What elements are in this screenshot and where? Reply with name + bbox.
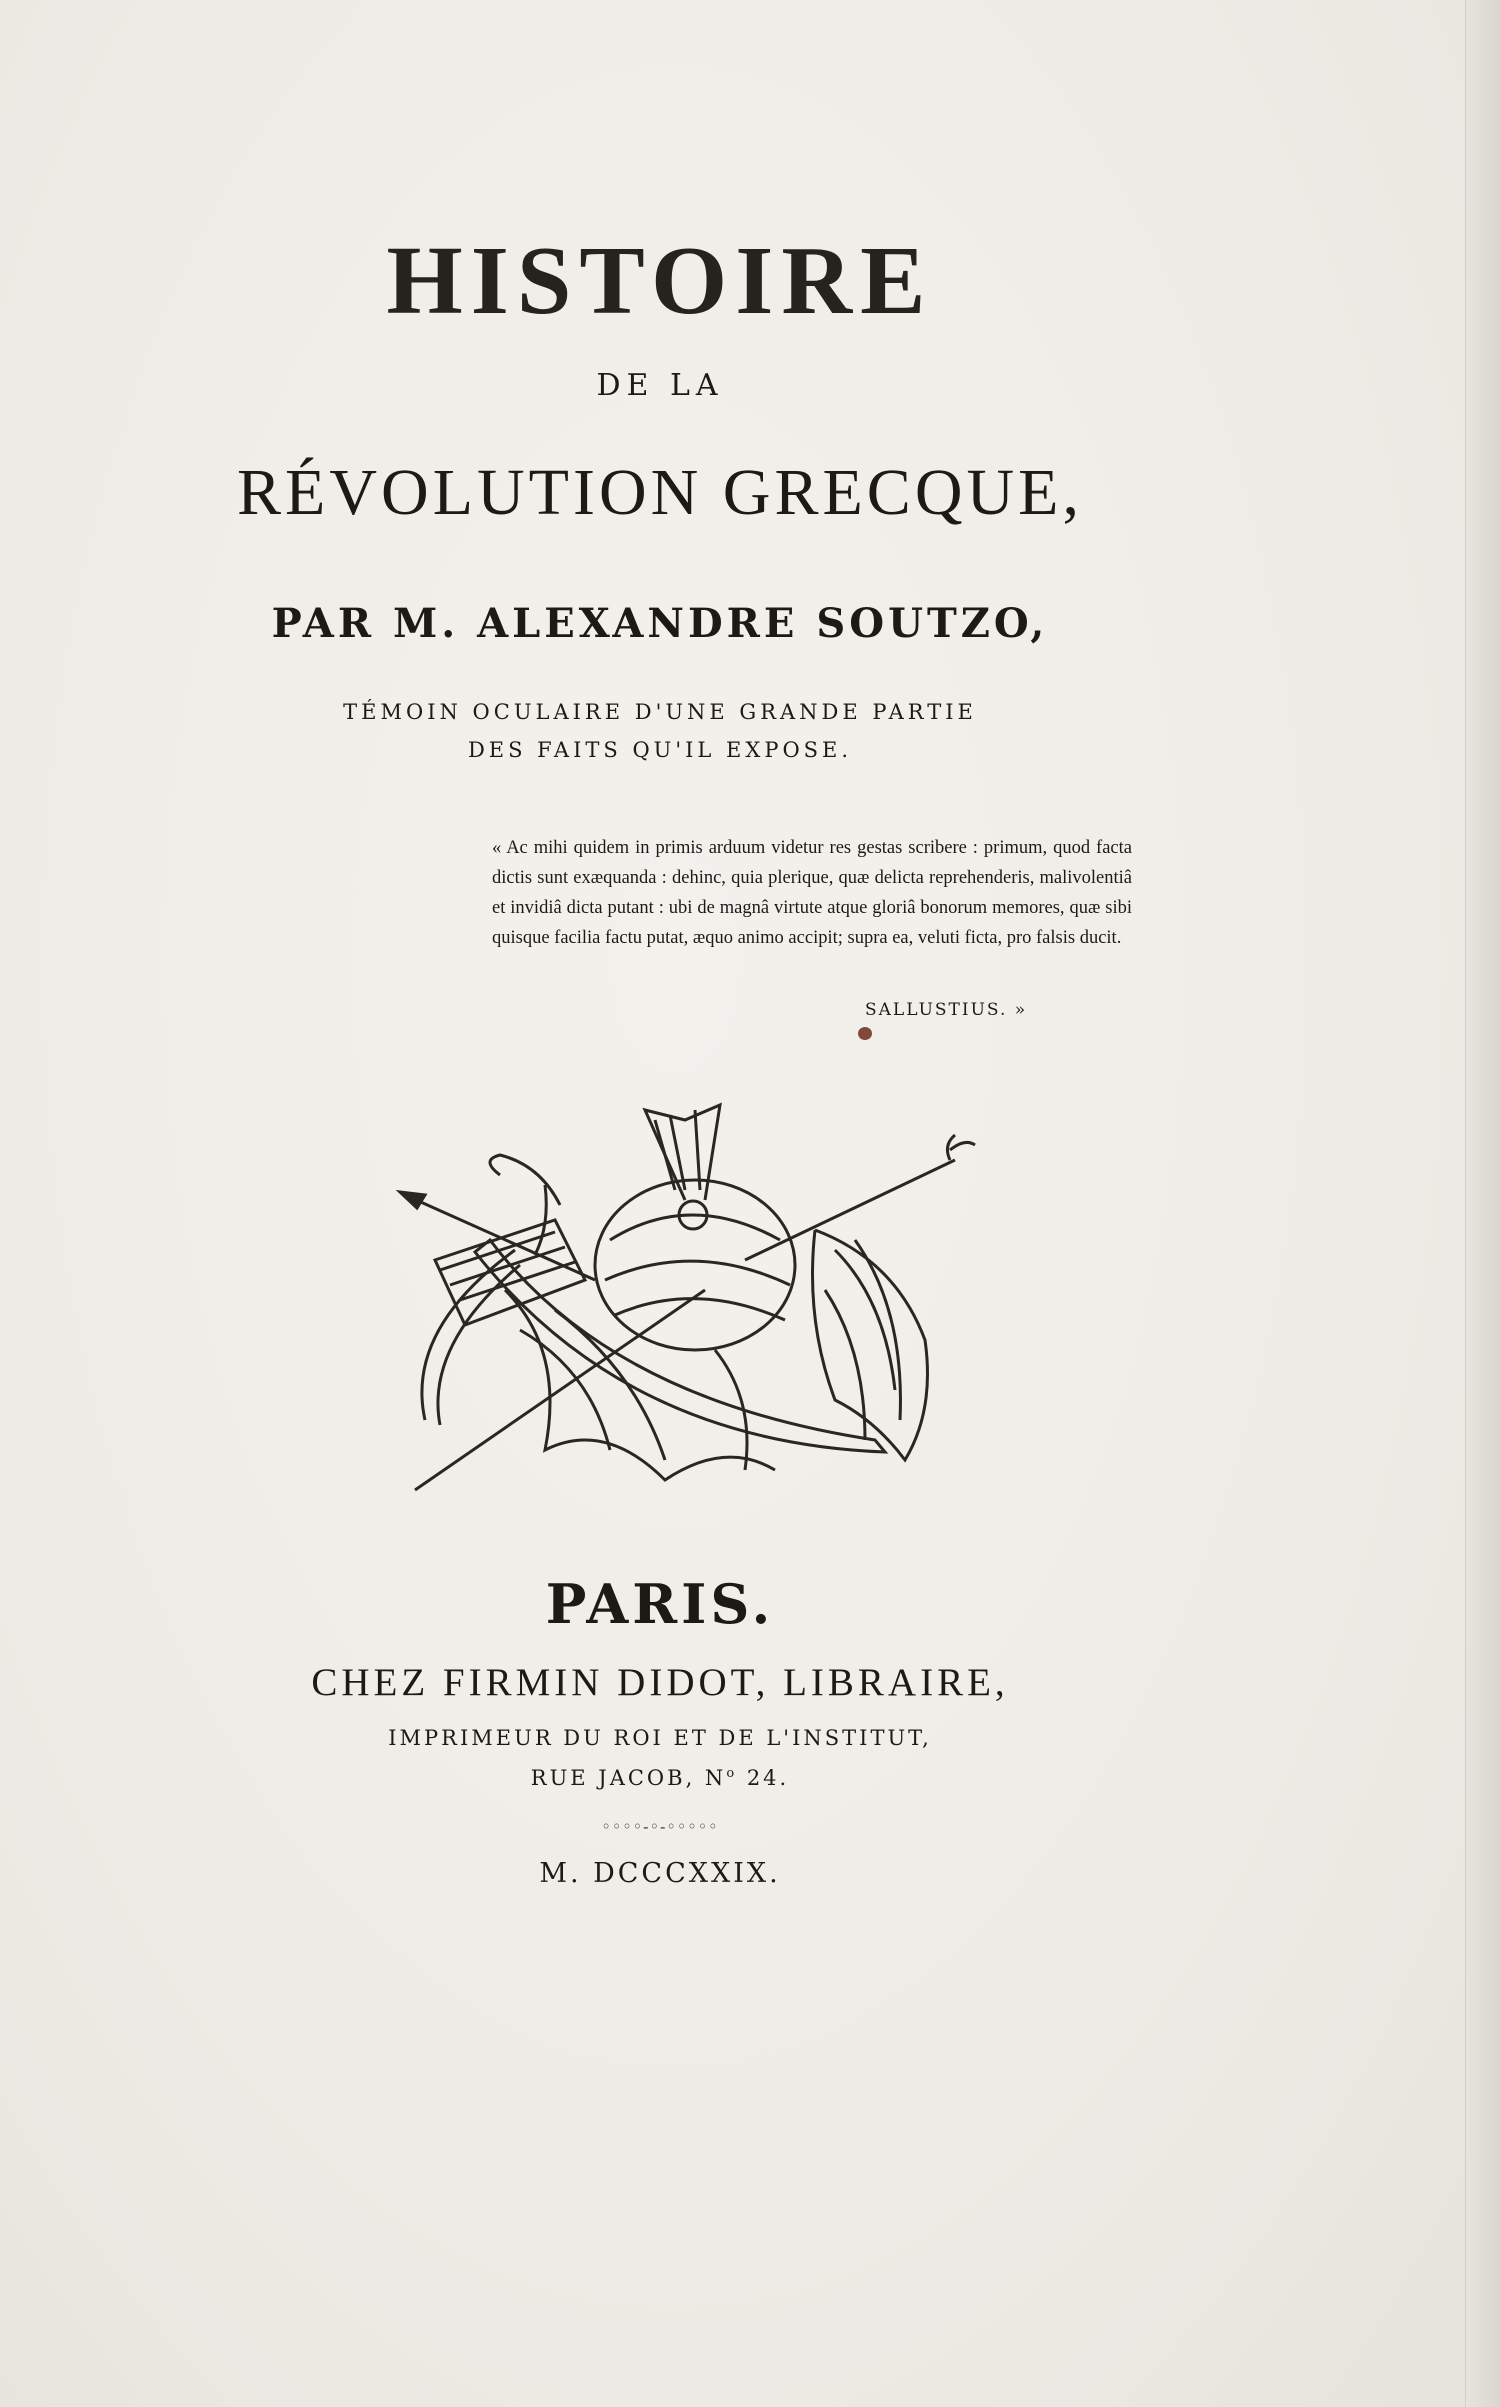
page-edge xyxy=(1465,0,1500,2407)
ink-stain xyxy=(858,1027,872,1040)
title-connector: DE LA xyxy=(596,368,724,403)
epigraph-text: « Ac mihi quidem in primis arduum videtur res gestas scribere : primum, quod facta dictis sunt exæquanda : dehinc, quia plerique, quæ delicta reprehenderis, malivolentiâ et invidiâ dicta putant : ubi de magnâ virtute atque gloriâ bonorum memores, quæ sibi quisque facilia factu putat, æquo animo accipit; supra ea, veluti ficta, pro falsis ducit. xyxy=(492,838,1132,948)
title-subject: RÉVOLUTION GRECQUE, xyxy=(237,456,1083,529)
author-description xyxy=(0,693,1320,769)
imprint-publisher: CHEZ FIRMIN DIDOT, LIBRAIRE, xyxy=(311,1661,1009,1704)
epigraph-attribution: SALLUSTIUS. » xyxy=(865,1000,1028,1020)
imprint-date: M. DCCCXXIX. xyxy=(539,1858,781,1889)
author-description-line-2: DES FAITS QU'IL EXPOSE. xyxy=(467,738,853,762)
imprint-address xyxy=(0,1766,1320,1790)
page-title: HISTOIRE xyxy=(386,227,934,335)
ornament-rule: ◦◦◦◦-◦-◦◦◦◦◦ xyxy=(601,1817,719,1836)
author-description-line-1: TÉMOIN OCULAIRE D'UNE GRANDE PARTIE xyxy=(343,700,977,724)
imprint-city: PARIS. xyxy=(545,1572,775,1636)
imprint-address-number: 24. xyxy=(737,1766,790,1790)
imprint-address-sup: o xyxy=(726,1766,738,1781)
imprint-address-prefix: RUE JACOB, N xyxy=(530,1766,727,1790)
author-line: PAR M. ALEXANDRE SOUTZO, xyxy=(271,600,1049,647)
trophy-of-arms-engraving-icon xyxy=(395,1090,985,1520)
imprint-printer: IMPRIMEUR DU ROI ET DE L'INSTITUT, xyxy=(388,1726,932,1750)
